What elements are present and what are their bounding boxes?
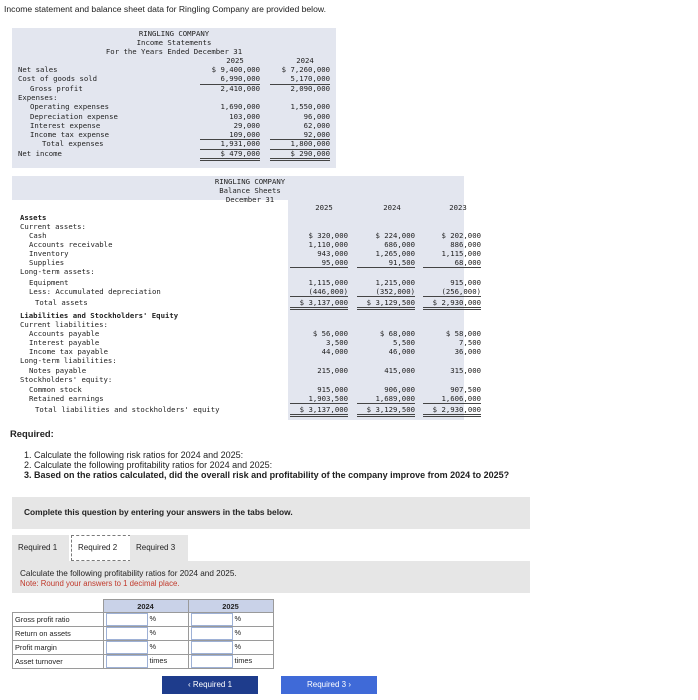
bs-row-label: Equipment: [29, 278, 69, 287]
bs-row-value: 1,110,000: [308, 240, 348, 249]
bs-row-label: Liabilities and Stockholders' Equity: [20, 311, 179, 320]
bs-row-value: 7,500: [459, 338, 481, 347]
bs-row-value: $ 3,129,500: [357, 405, 415, 417]
bs-row-label: Total assets: [35, 298, 88, 307]
chevron-left-icon: ‹: [187, 680, 191, 689]
answer-table: [12, 599, 274, 669]
tab-required-3[interactable]: Required 3: [130, 535, 188, 561]
bs-row-value: 1,115,000: [441, 249, 481, 258]
bs-row-value: 1,903,500: [290, 394, 348, 404]
bs-row-value: 44,000: [321, 347, 348, 356]
is-row-label: Cost of goods sold: [18, 74, 98, 84]
bs-row-value: $ 320,000: [308, 231, 348, 240]
bs-row-value: 95,000: [290, 258, 348, 268]
bs-row-value: 943,000: [317, 249, 348, 258]
is-row-value-v2024: 2,090,000: [290, 83, 330, 93]
bs-row-label: Stockholders' equity:: [20, 375, 113, 384]
bs-row-label: Accounts payable: [29, 329, 100, 338]
is-row-value-v2025: 1,690,000: [220, 102, 260, 112]
is-row-value-v2024: 1,800,000: [270, 139, 330, 149]
answer-input-2024[interactable]: [106, 613, 148, 626]
answer-unit: %: [234, 642, 242, 652]
answer-input-2024[interactable]: [106, 655, 148, 668]
bs-row-value: (256,000): [423, 287, 481, 297]
answer-input-2025[interactable]: [191, 627, 233, 640]
is-year-2024: 2024: [296, 56, 314, 65]
required-item-1: 1. Calculate the following risk ratios for 2024 and 2025:: [24, 450, 244, 460]
bs-row-value: (446,000): [290, 287, 348, 297]
is-row-value-v2024: 1,550,000: [290, 102, 330, 112]
prev-button[interactable]: [162, 676, 258, 694]
bs-row-value: 215,000: [317, 366, 348, 375]
complete-banner: [12, 497, 530, 529]
answer-row: [13, 641, 274, 655]
bs-row-label: Accounts receivable: [29, 240, 113, 249]
bs-row-label: Income tax payable: [29, 347, 109, 356]
bs-row-label: Long-term liabilities:: [20, 356, 117, 365]
bs-row-value: $ 202,000: [441, 231, 481, 240]
required-item-3: 3. Based on the ratios calculated, did the overall risk and profitability of the company improve from 2024 to 2025?: [24, 470, 510, 480]
bs-row-label: Current assets:: [20, 222, 86, 231]
answer-row: [13, 655, 274, 669]
bs-row-label: Assets: [20, 213, 47, 222]
answer-unit: times: [149, 656, 168, 666]
answer-row-label: Return on assets: [13, 627, 104, 641]
next-button-label: Required 3: [306, 680, 347, 689]
bs-row-value: 415,000: [384, 366, 415, 375]
is-row-value-v2025: 6,990,000: [200, 74, 260, 84]
prev-button-label: Required 1: [192, 680, 233, 689]
answer-row: [13, 627, 274, 641]
bs-row-value: $ 68,000: [379, 329, 415, 338]
required-heading: Required:: [10, 428, 54, 439]
is-row-value-v2025: 2,410,000: [220, 83, 260, 93]
bs-row-value: 886,000: [450, 240, 481, 249]
answer-cell: [103, 655, 188, 669]
is-row-value-v2025: 103,000: [229, 111, 260, 121]
answer-unit: times: [234, 656, 253, 666]
is-row-label: Operating expenses: [30, 102, 110, 112]
is-row-value-v2024: 96,000: [303, 111, 330, 121]
bs-row-label: Notes payable: [29, 366, 87, 375]
answer-unit: %: [234, 614, 242, 624]
complete-text: Complete this question by entering your answers in the tabs below.: [24, 507, 293, 517]
is-row-value-v2025: $ 9,400,000: [211, 65, 260, 74]
bs-row-value: 1,265,000: [375, 249, 415, 258]
bs-row-value: (352,000): [357, 287, 415, 297]
answer-unit: %: [149, 614, 157, 624]
answer-input-2025[interactable]: [191, 641, 233, 654]
bs-row-value: $ 2,930,000: [423, 298, 481, 310]
next-button[interactable]: [281, 676, 377, 694]
instruction-panel: [12, 561, 530, 593]
answer-cell: [188, 655, 273, 669]
is-row-label: Gross profit: [30, 83, 83, 93]
bs-row-value: 915,000: [450, 278, 481, 287]
bs-row-value: 1,689,000: [357, 394, 415, 404]
is-year-2025: 2025: [226, 56, 244, 65]
is-row-value-v2025: 109,000: [200, 130, 260, 140]
answer-cell: [188, 627, 273, 641]
bs-row-value: $ 56,000: [312, 329, 348, 338]
bs-row-value: $ 3,137,000: [290, 405, 348, 417]
bs-row-value: 46,000: [388, 347, 415, 356]
bs-row-value: $ 2,930,000: [423, 405, 481, 417]
panel-note: Note: Round your answers to 1 decimal place.: [20, 579, 180, 588]
is-row-label: Expenses:: [18, 92, 58, 102]
answer-header-2025: 2025: [188, 600, 273, 613]
answer-row-label: Gross profit ratio: [13, 613, 104, 627]
required-item-2: 2. Calculate the following profitability ratios for 2024 and 2025:: [24, 460, 273, 470]
bs-row-value: 1,606,000: [423, 394, 481, 404]
answer-unit: %: [149, 642, 157, 652]
is-row-value-v2025: 1,931,000: [200, 139, 260, 149]
answer-cell: [103, 613, 188, 627]
bs-row-value: 915,000: [317, 385, 348, 394]
bs-row-value: 5,500: [393, 338, 415, 347]
bs-year-2024: 2024: [383, 203, 401, 212]
bs-year-2023: 2023: [449, 203, 467, 212]
is-row-label: Total expenses: [42, 139, 104, 149]
is-row-value-v2024: $ 290,000: [270, 149, 330, 161]
bs-row-label: Supplies: [29, 258, 65, 267]
bs-row-value: 1,115,000: [308, 278, 348, 287]
bs-row-value: $ 3,129,500: [357, 298, 415, 310]
is-row-label: Net sales: [18, 65, 58, 74]
tab-required-1[interactable]: Required 1: [12, 535, 69, 561]
bs-row-value: 686,000: [384, 240, 415, 249]
answer-input-2024[interactable]: [106, 641, 148, 654]
required-list: [24, 450, 509, 480]
bs-row-label: Long-term assets:: [20, 267, 95, 276]
answer-input-2024[interactable]: [106, 627, 148, 640]
bs-row-label: Common stock: [29, 385, 82, 394]
bs-company: RINGLING COMPANY: [214, 177, 286, 186]
is-row-label: Depreciation expense: [30, 111, 118, 121]
answer-header-2024: 2024: [103, 600, 188, 613]
bs-row-value: 36,000: [454, 347, 481, 356]
bs-row-value: 907,500: [450, 385, 481, 394]
chevron-right-icon: ›: [348, 680, 352, 689]
tab-required-2[interactable]: Required 2: [71, 535, 131, 561]
is-row-value-v2025: 29,000: [233, 120, 260, 130]
is-row-label: Income tax expense: [30, 130, 110, 140]
is-row-value-v2024: 92,000: [270, 130, 330, 140]
is-row-value-v2025: $ 479,000: [200, 149, 260, 161]
bs-row-label: Interest payable: [29, 338, 100, 347]
bs-row-label: Total liabilities and stockholders' equity: [35, 405, 220, 414]
bs-row-value: $ 58,000: [445, 329, 481, 338]
bs-title: Balance Sheets: [219, 186, 281, 195]
answer-cell: [188, 641, 273, 655]
bs-row-value: $ 3,137,000: [290, 298, 348, 310]
answer-unit: %: [149, 628, 157, 638]
is-row-value-v2024: 5,170,000: [270, 74, 330, 84]
intro-text: Income statement and balance sheet data for Ringling Company are provided below.: [4, 4, 326, 14]
is-row-value-v2024: 62,000: [303, 120, 330, 130]
answer-unit: %: [234, 628, 242, 638]
is-row-value-v2024: $ 7,260,000: [281, 65, 330, 74]
answer-cell: [103, 641, 188, 655]
bs-row-label: Less: Accumulated depreciation: [29, 287, 161, 296]
answer-input-2025[interactable]: [191, 613, 233, 626]
is-company: RINGLING COMPANY: [138, 29, 210, 38]
answer-row: [13, 613, 274, 627]
bs-year-2025: 2025: [315, 203, 333, 212]
is-row-label: Net income: [18, 148, 62, 158]
answer-row-label: Asset turnover: [13, 655, 104, 669]
bs-row-value: $ 224,000: [375, 231, 415, 240]
bs-row-value: 3,500: [326, 338, 348, 347]
bs-row-value: 906,000: [384, 385, 415, 394]
bs-row-value: 1,215,000: [375, 278, 415, 287]
bs-date: December 31: [225, 195, 275, 204]
is-title: Income Statements: [136, 38, 212, 47]
bs-row-label: Current liabilities:: [20, 320, 108, 329]
is-row-label: Interest expense: [30, 120, 101, 130]
answer-cell: [103, 627, 188, 641]
answer-row-label: Profit margin: [13, 641, 104, 655]
bs-row-label: Retained earnings: [29, 394, 104, 403]
answer-input-2025[interactable]: [191, 655, 233, 668]
bs-row-label: Inventory: [29, 249, 69, 258]
bs-row-value: 315,000: [450, 366, 481, 375]
panel-instruction: Calculate the following profitability ratios for 2024 and 2025.: [20, 569, 237, 578]
bs-row-value: 91,500: [357, 258, 415, 268]
is-period: For the Years Ended December 31: [105, 47, 243, 56]
answer-cell: [188, 613, 273, 627]
answer-header-blank: [13, 600, 104, 613]
bs-row-value: 68,000: [423, 258, 481, 268]
bs-row-label: Cash: [29, 231, 47, 240]
